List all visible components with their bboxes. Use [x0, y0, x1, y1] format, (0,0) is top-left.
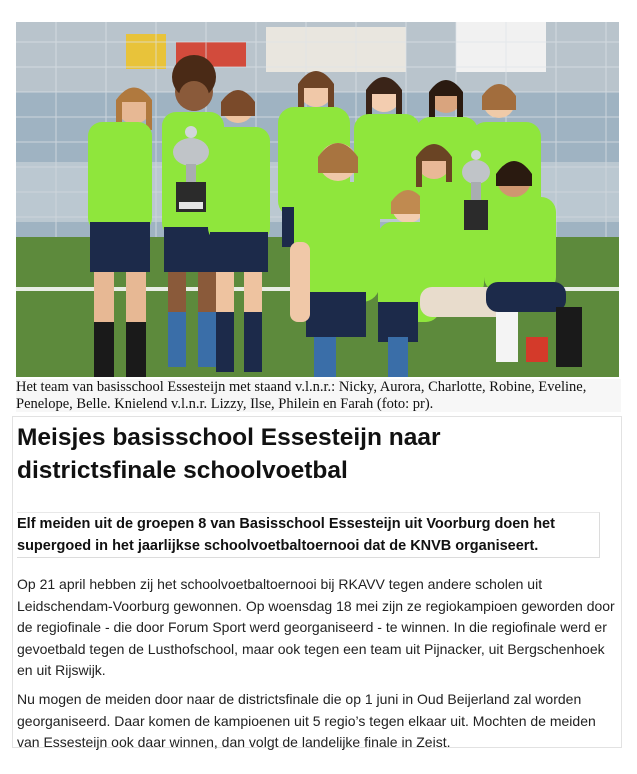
article-lead: Elf meiden uit de groepen 8 van Basisschool Essesteijn uit Voorburg doen het supergoed in het jaarlijkse schoolvoetbaltoernooi dat de KNVB organiseert. — [17, 512, 600, 558]
photo-caption: Het team van basisschool Essesteijn met staand v.l.n.r.: Nicky, Aurora, Charlotte, Robine, Eveline, Penelope, Belle. Knielend v.l.n.r. Lizzy, Ilse, Philein en Farah (foto: pr). — [16, 379, 621, 412]
white-board — [456, 22, 546, 72]
article-headline: Meisjes basisschool Essesteijn naar districtsfinale schoolvoetbal — [17, 424, 441, 484]
wall — [266, 27, 406, 72]
team-photo-illustration — [16, 22, 619, 377]
article — [12, 416, 622, 748]
article-paragraph-1: Op 21 april hebben zij het schoolvoetbaltoernooi bij RKAVV tegen andere scholen uit Leidschendam-Voorburg gewonnen. Op woensdag 18 mei zijn ze regiokampioen geworden door de regiofinale - die door Forum Sport werd georganiseerd - te winnen. In die regiofinale werd er gevoetbald tegen de Lusthofschool, maar ook tegen een team uit Pijnacker, uit Bergschenhoek en uit Rijswijk. — [17, 576, 615, 678]
article-paragraph-2: Nu mogen de meiden door naar de districtsfinale die op 1 juni in Oud Beijerland zal worden georganiseerd. Daar komen de kampioenen uit 5 regio’s tegen elkaar uit. Mochten de meiden van Essesteijn ook daar winnen, dan volgt de landelijke finale in Zeist. — [17, 691, 596, 750]
yellow-sign — [126, 34, 166, 69]
team-photo — [16, 22, 619, 377]
